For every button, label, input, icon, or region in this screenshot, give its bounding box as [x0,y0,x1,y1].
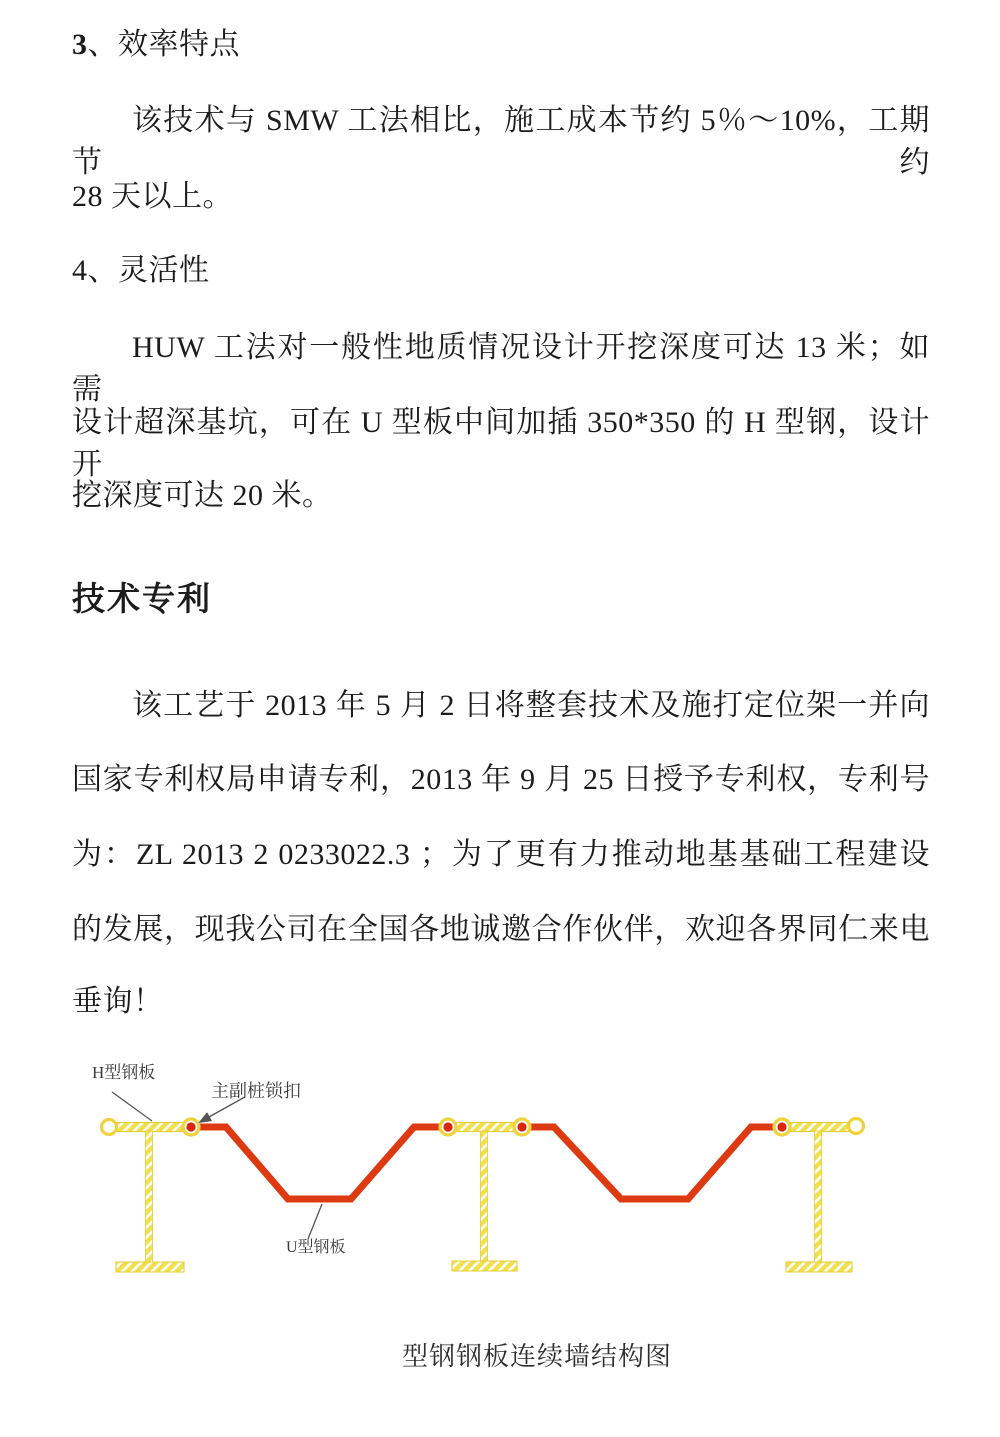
h-beam-label: H型钢板 [92,1063,156,1082]
patent-line-4: 的发展，现我公司在全国各地诚邀合作伙伴，欢迎各界同仁来电 [72,913,930,946]
lock-label: 主副桩锁扣 [211,1081,301,1101]
interlock-ring-left-end [102,1120,117,1135]
leader-h-beam-label [112,1092,152,1121]
u-sheet-pile-1 [192,1127,447,1199]
leader-u-plate-label [308,1204,322,1239]
paragraph-4-line-1: HUW 工法对一般性地质情况设计开挖深度可达 13 米；如需 [72,331,930,406]
h-beam-middle [448,1123,522,1272]
patent-line-5: 垂询！ [72,985,164,1018]
section-3-number: 3 [72,28,88,61]
section-3-heading [72,24,930,66]
paragraph-3-line-1: 该技术与 SMW 工法相比，施工成本节约 5％～10%，工期节约 [72,104,930,179]
paragraph-4-line-3: 挖深度可达 20 米。 [72,479,333,512]
leader-lock-label [200,1098,243,1122]
interlock-ring-right-end [849,1119,864,1134]
diagram-caption: 型钢钢板连续墙结构图 [402,1342,673,1371]
patent-line-1: 该工艺于 2013 年 5 月 2 日将整套技术及施打定位架一并向 [132,689,930,722]
section-4-heading: 4、灵活性 [72,254,210,287]
patent-line-3: 为：ZL 2013 2 0233022.3 ；为了更有力推动地基基础工程建设 [72,838,930,871]
paragraph-3-line-2: 28 天以上。 [72,180,233,213]
h-beam-right [783,1119,864,1273]
structure-diagram-drawing [0,1055,1000,1355]
patent-section-heading: 技术专利 [72,580,212,617]
u-plate-label: U型钢板 [286,1239,346,1256]
h-beam-left [102,1120,192,1273]
patent-line-2: 国家专利权局申请专利，2013 年 9 月 25 日授予专利权，专利号 [72,763,930,796]
section-3-title: 、效率特点 [87,28,240,61]
structure-diagram [0,1055,1000,1355]
u-sheet-pile-2 [523,1127,781,1199]
paragraph-4-line-2: 设计超深基坑，可在 U 型板中间加插 350*350 的 H 型钢，设计开 [72,406,930,481]
